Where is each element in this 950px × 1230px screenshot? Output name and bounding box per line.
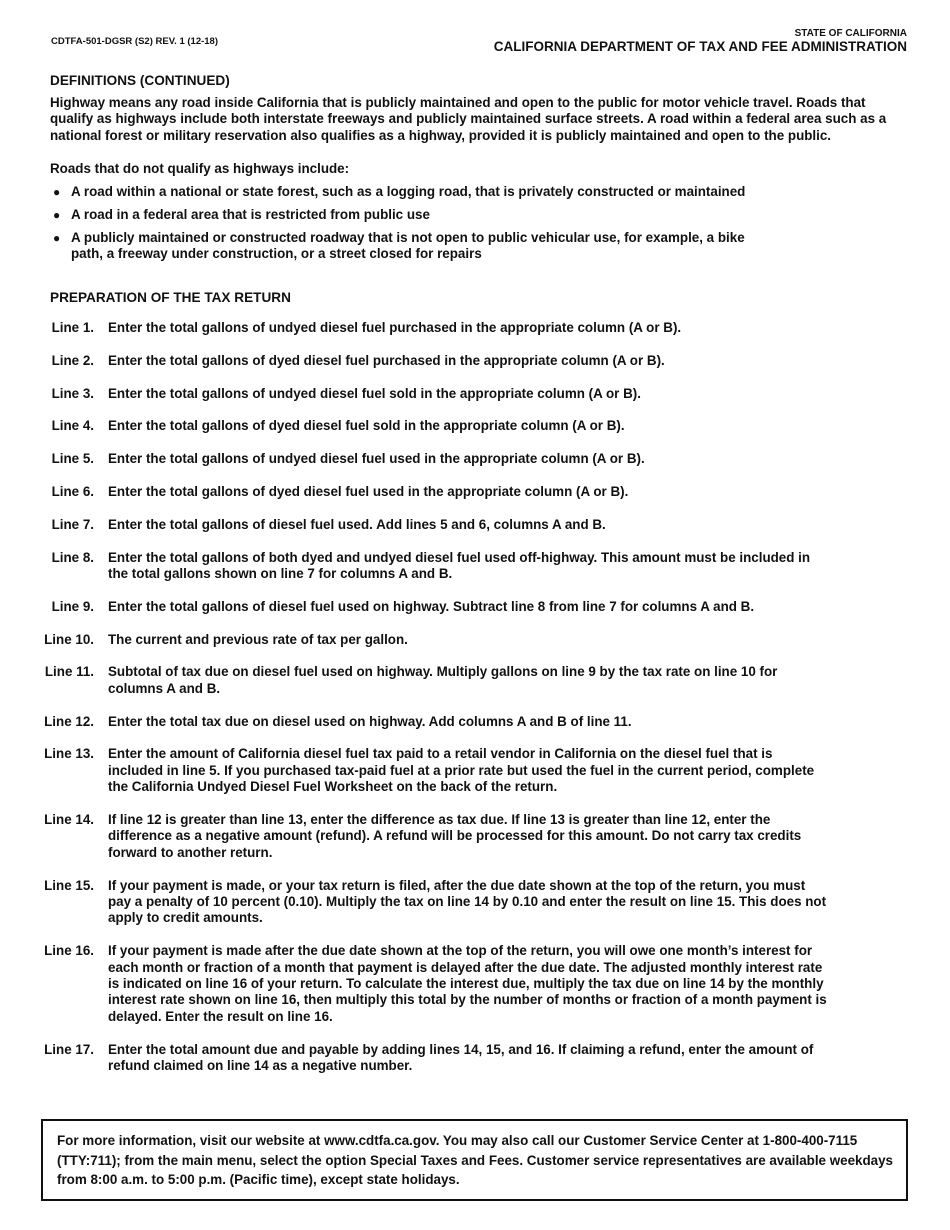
line-text: Enter the total gallons of undyed diesel fuel purchased in the appropriate column (A or B). (108, 320, 682, 335)
line-text: Enter the total gallons of dyed diesel fuel used in the appropriate column (A or B). (108, 483, 629, 499)
line-item (0, 599, 950, 615)
line-item (0, 484, 950, 500)
line-label: Line 6. (51, 483, 94, 499)
line-item (0, 418, 950, 434)
line-label: Line 7. (51, 516, 94, 532)
line-label: Line 16. (44, 943, 94, 959)
bullet-text: A publicly maintained or constructed roadway that is not open to public vehicular use, for example, a bike path, a freeway under construction, or a street closed for repairs (71, 229, 745, 262)
line-label: Line 17. (44, 1041, 94, 1057)
line-text: Enter the total gallons of diesel fuel used. Add lines 5 and 6, columns A and B. (108, 516, 606, 532)
preparation-title: PREPARATION OF THE TAX RETURN (50, 290, 291, 305)
line-label: Line 2. (51, 352, 94, 368)
not-highways-list (50, 184, 910, 269)
bullet-icon: ● (53, 207, 61, 222)
line-instructions (0, 320, 950, 1091)
header-agency (494, 28, 907, 54)
line-text: The current and previous rate of tax per gallon. (108, 631, 408, 647)
line-item (0, 451, 950, 467)
line-text: Enter the total tax due on diesel used on highway. Add columns A and B of line 11. (108, 713, 632, 729)
highway-definition: Highway means any road inside California that is publicly maintained and open to the public for motor vehicle travel. Roads that qualify as highways include both interstate freeways and publicly maintained surface streets. A road within a federal area such as a national forest or military reservation also qualifies as a highway, provided it is publicly maintained and open to the public. (50, 95, 887, 143)
contact-info-text: For more information, visit our website at www.cdtfa.ca.gov. You may also call our Customer Service Center at 1-800-400-7115 (TTY:711); from the main menu, select the option Special Taxes and Fees. Customer service representatives are available weekdays from 8:00 a.m. to 5:00 p.m. (Pacific time), except state holidays. (57, 1133, 894, 1187)
line-text: If your payment is made after the due date shown at the top of the return, you will owe one month’s interest for each month or fraction of a month that payment is delayed after the due date. The adjusted monthly interest rate is indicated on line 16 of your return. To calculate the interest due, multiply the tax due on line 14 by the monthly interest rate shown on line 16, then multiply this total by the number of months or fraction of a month payment is delayed. Enter the result on line 16. (108, 943, 827, 1024)
line-item (0, 664, 950, 697)
line-text: If your payment is made, or your tax return is filed, after the due date shown at the top of the return, you must pay a penalty of 10 percent (0.10). Multiply the tax on line 14 by 0.10 and enter the result on line 15. This does not apply to credit amounts. (108, 877, 827, 926)
bullet-text: A road in a federal area that is restricted from public use (71, 206, 430, 222)
department-name: CALIFORNIA DEPARTMENT OF TAX AND FEE ADMINISTRATION (493, 39, 907, 54)
line-text: Enter the amount of California diesel fuel tax paid to a retail vendor in California on the diesel fuel that is included in line 5. If you purchased tax-paid fuel at a prior rate but used the fuel in the current period, complete the California Undyed Diesel Fuel Worksheet on the back of the return. (108, 746, 815, 795)
line-text: Enter the total gallons of both dyed and undyed diesel fuel used off-highway. This amount must be included in the total gallons shown on line 7 for columns A and B. (108, 549, 811, 581)
list-item (50, 207, 910, 223)
line-label: Line 5. (51, 451, 94, 467)
line-label: Line 12. (44, 713, 94, 729)
line-label: Line 15. (44, 877, 94, 893)
line-text: Enter the total gallons of diesel fuel used on highway. Subtract line 8 from line 7 for columns A and B. (108, 598, 755, 614)
line-label: Line 4. (51, 418, 94, 434)
line-label: Line 9. (51, 598, 94, 614)
line-item (0, 943, 950, 1025)
line-text: Enter the total amount due and payable by adding lines 14, 15, and 16. If claiming a refund, enter the amount of refund claimed on line 14 as a negative number. (108, 1041, 814, 1074)
line-label: Line 1. (51, 320, 94, 335)
bullet-icon: ● (53, 230, 61, 245)
bullet-text: A road within a national or state forest, such as a logging road, that is privately constructed or maintained (71, 184, 746, 199)
line-text: Subtotal of tax due on diesel fuel used on highway. Multiply gallons on line 9 by the tax rate on line 10 for columns A and B. (108, 664, 778, 696)
list-item (50, 230, 771, 263)
line-item (0, 746, 950, 795)
list-item (50, 184, 910, 200)
line-text: If line 12 is greater than line 13, enter the difference as tax due. If line 13 is greater than line 12, enter the difference as a negative amount (refund). A refund will be processed for this amount. Do not carry tax credits forward to another return. (108, 811, 802, 860)
contact-info-box (41, 1119, 908, 1201)
line-label: Line 13. (44, 746, 94, 762)
line-item (0, 632, 950, 648)
definitions-title: DEFINITIONS (CONTINUED) (50, 73, 230, 88)
line-item (0, 714, 950, 730)
line-item (0, 386, 950, 402)
form-id: CDTFA-501-DGSR (S2) REV. 1 (12-18) (51, 36, 219, 47)
line-text: Enter the total gallons of dyed diesel fuel sold in the appropriate column (A or B). (108, 418, 625, 434)
not-highways-intro: Roads that do not qualify as highways include: (50, 161, 350, 176)
line-item (0, 353, 950, 369)
line-text: Enter the total gallons of undyed diesel fuel used in the appropriate column (A or B). (108, 451, 645, 467)
line-text: Enter the total gallons of undyed diesel fuel sold in the appropriate column (A or B). (108, 385, 641, 401)
line-label: Line 8. (51, 549, 94, 565)
line-item (0, 550, 950, 583)
line-item (0, 812, 950, 861)
line-item (0, 1042, 950, 1075)
line-label: Line 3. (51, 385, 94, 401)
line-item (0, 878, 950, 927)
line-label: Line 11. (44, 664, 94, 680)
line-item (0, 517, 950, 533)
line-text: Enter the total gallons of dyed diesel fuel purchased in the appropriate column (A or B). (108, 352, 665, 368)
state-label: STATE OF CALIFORNIA (794, 28, 907, 39)
line-label: Line 14. (44, 811, 94, 827)
line-label: Line 10. (44, 631, 94, 647)
bullet-icon: ● (53, 185, 61, 199)
line-item (0, 320, 950, 336)
